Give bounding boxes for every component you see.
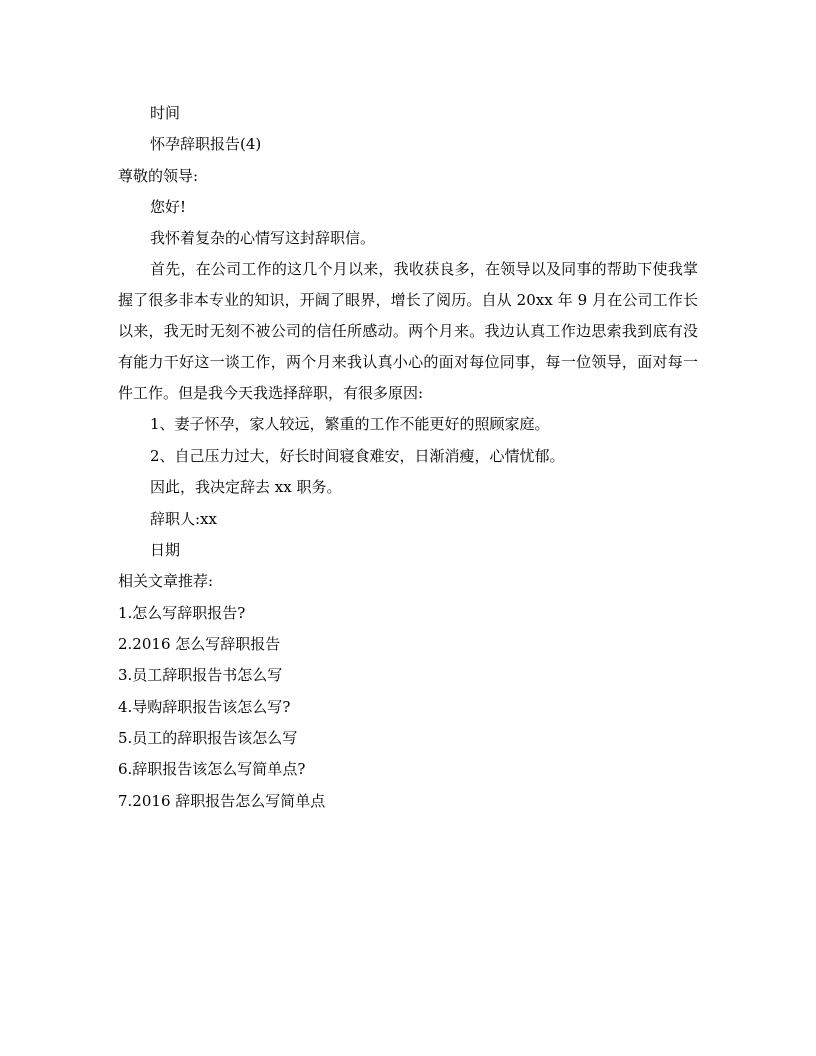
related-link[interactable]: 2.2016 怎么写辞职报告 <box>118 635 281 653</box>
related-heading: 相关文章推荐: <box>118 572 214 590</box>
intro-line: 我怀着复杂的心情写这封辞职信。 <box>150 229 376 247</box>
reason-item: 1、妻子怀孕，家人较远，繁重的工作不能更好的照顾家庭。 <box>150 415 550 433</box>
conclusion: 因此，我决定辞去 xx 职务。 <box>150 478 342 496</box>
related-link[interactable]: 5.员工的辞职报告该怎么写 <box>118 729 298 747</box>
related-link[interactable]: 6.辞职报告该怎么写简单点? <box>118 760 306 778</box>
reason-item: 2、自己压力过大，好长时间寝食难安，日渐消瘦，心情忧郁。 <box>150 447 565 465</box>
related-link[interactable]: 1.怎么写辞职报告? <box>118 604 246 622</box>
salutation: 尊敬的领导: <box>118 167 199 185</box>
body-paragraph <box>118 254 698 409</box>
time-label: 时间 <box>150 104 181 122</box>
signature: 辞职人:xx <box>150 510 217 528</box>
greeting: 您好! <box>150 198 187 216</box>
related-link[interactable]: 4.导购辞职报告该怎么写? <box>118 698 291 716</box>
section-title: 怀孕辞职报告(4) <box>150 135 262 153</box>
body-paragraph-text: 首先，在公司工作的这几个月以来，我收获良多，在领导以及同事的帮助下使我掌握了很多非本专业的知识，开阔了眼界，增长了阅历。自从 20xx 年 9 月在公司工作长以来，我无时无刻不被公司的信任所感动。两个月来。我边认真工作边思索我到底有没有能力干好这一谈工作，两个月来我认真小心的面对每位同事，每一位领导，面对每一件工作。但是我今天我选择辞职，有很多原因: <box>118 260 698 402</box>
related-link[interactable]: 3.员工辞职报告书怎么写 <box>118 666 283 684</box>
date-label: 日期 <box>150 541 181 559</box>
related-link[interactable]: 7.2016 辞职报告怎么写简单点 <box>118 792 326 810</box>
